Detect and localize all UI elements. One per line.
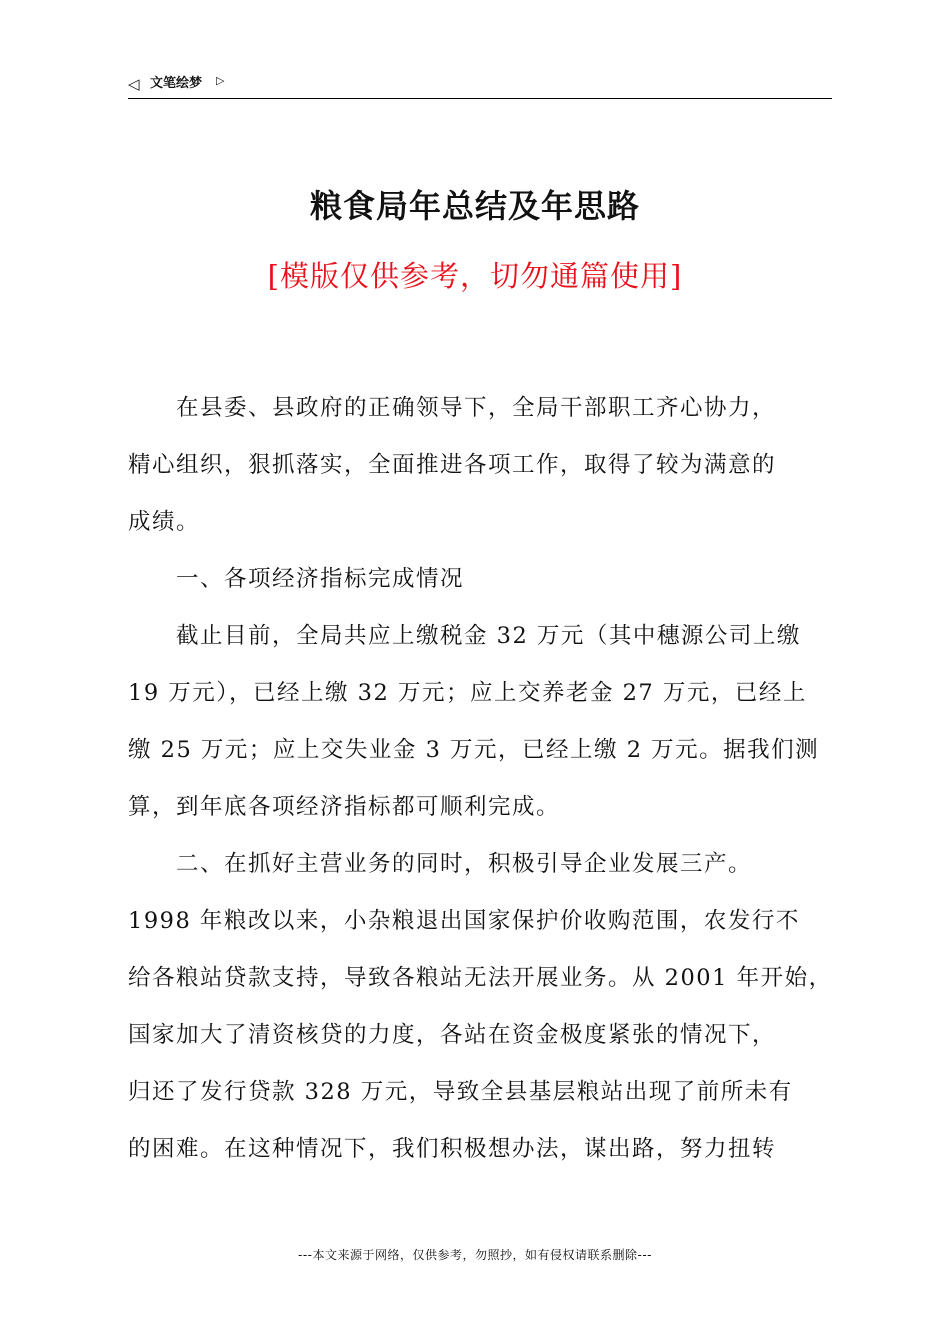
body-line: 在县委、县政府的正确领导下，全局干部职工齐心协力， bbox=[128, 395, 777, 421]
body-line: 归还了发行贷款 328 万元，导致全县基层粮站出现了前所未有 bbox=[128, 1079, 793, 1105]
source-disclaimer: ---本文来源于网络，仅供参考，勿照抄，如有侵权请联系删除--- bbox=[298, 1248, 652, 1262]
document-body bbox=[128, 386, 832, 1184]
left-triangle-icon: ◁ bbox=[128, 75, 140, 93]
body-line: 缴 25 万元；应上交失业金 3 万元，已经上缴 2 万元。据我们测 bbox=[128, 737, 820, 763]
body-line: 的困难。在这种情况下，我们积极想办法，谋出路，努力扭转 bbox=[128, 1136, 777, 1162]
document-title: 粮食局年总结及年思路 bbox=[309, 187, 640, 225]
body-line: 给各粮站贷款支持，导致各粮站无法开展业务。从 2001 年开始， bbox=[128, 965, 833, 991]
header-brand: 文笔绘梦 bbox=[150, 76, 203, 91]
section-heading: 二、在抓好主营业务的同时，积极引导企业发展三产。 bbox=[128, 851, 753, 877]
body-line: 精心组织，狠抓落实，全面推进各项工作，取得了较为满意的 bbox=[128, 452, 777, 478]
body-line: 1998 年粮改以来，小杂粮退出国家保护价收购范围，农发行不 bbox=[128, 908, 800, 934]
body-line: 算，到年底各项经济指标都可顺利完成。 bbox=[128, 794, 561, 820]
template-notice: [模版仅供参考，切勿通篇使用] bbox=[267, 259, 683, 293]
body-line: 成绩。 bbox=[128, 509, 201, 535]
body-line: 截止目前，全局共应上缴税金 32 万元（其中穗源公司上缴 bbox=[128, 623, 801, 649]
body-line: 19 万元），已经上缴 32 万元；应上交养老金 27 万元，已经上 bbox=[128, 680, 807, 706]
body-line: 国家加大了清资核贷的力度，各站在资金极度紧张的情况下， bbox=[128, 1022, 777, 1048]
page-header bbox=[128, 72, 832, 99]
section-heading: 一、各项经济指标完成情况 bbox=[128, 566, 465, 592]
right-triangle-icon: ▷ bbox=[216, 74, 225, 87]
